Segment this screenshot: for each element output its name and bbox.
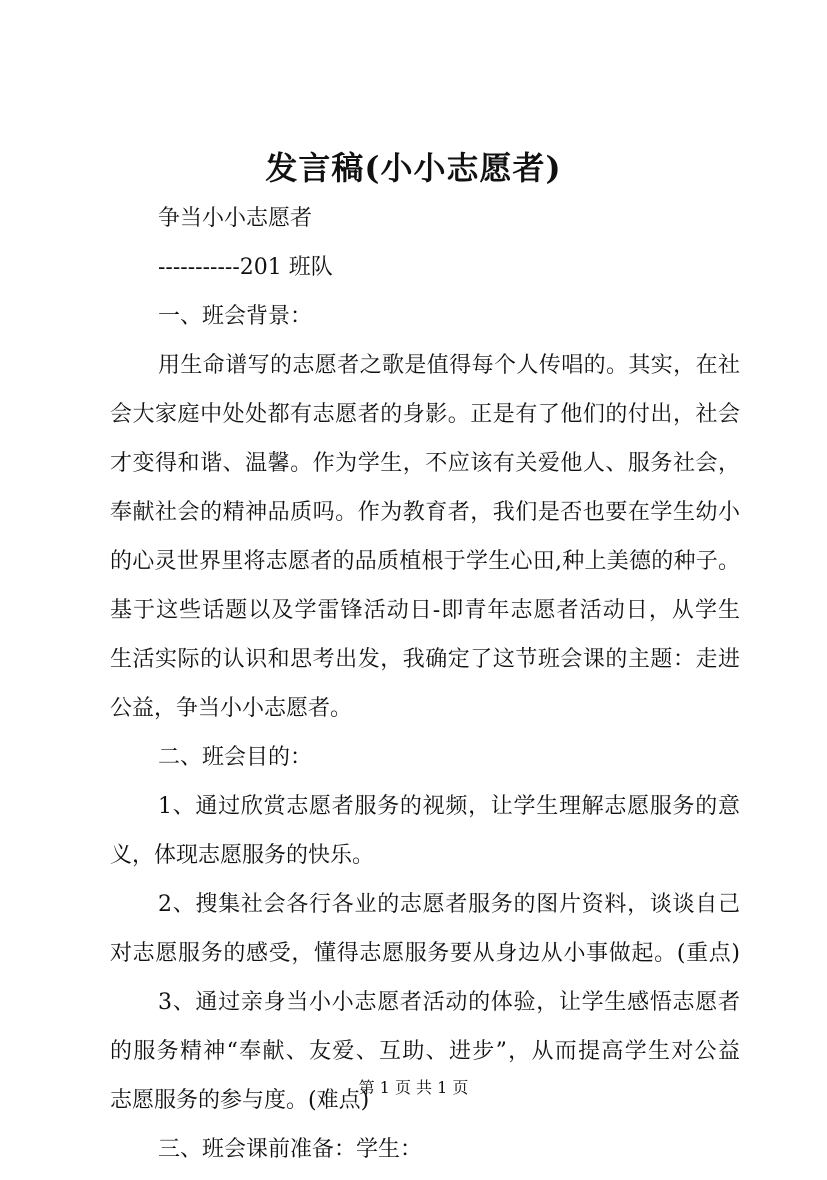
paragraph-line: 1、通过欣赏志愿者服务的视频，让学生理解志愿服务的意: [158, 794, 740, 819]
section-heading-background: 一、班会背景：: [158, 304, 313, 329]
paragraph-line: 公益，争当小小志愿者。: [110, 696, 353, 721]
paragraph-line: 基于这些话题以及学雷锋活动日-即青年志愿者活动日，从学生: [110, 598, 740, 623]
section-heading-preparation: 三、班会课前准备：学生：: [158, 1137, 423, 1162]
paragraph-line: 才变得和谐、温馨。作为学生，不应该有关爱他人、服务社会，: [110, 451, 740, 476]
paragraph-line: 3、通过亲身当小小志愿者活动的体验，让学生感悟志愿者: [158, 990, 740, 1015]
paragraph-line: 用生命谱写的志愿者之歌是值得每个人传唱的。其实，在社: [158, 353, 740, 378]
paragraph-line: 会大家庭中处处都有志愿者的身影。正是有了他们的付出，社会: [110, 402, 740, 427]
section-heading-goals: 二、班会目的：: [158, 745, 313, 770]
page-number-footer: 第 1 页 共 1 页: [358, 1078, 469, 1097]
paragraph-line: 志愿服务的参与度。(难点): [110, 1088, 370, 1113]
paragraph-line: 奉献社会的精神品质吗。作为教育者，我们是否也要在学生幼小: [110, 500, 740, 525]
subtitle: 争当小小志愿者: [158, 206, 313, 231]
class-label: -----------201 班队: [158, 255, 333, 280]
document-body: [110, 200, 740, 1180]
paragraph-line: 2、搜集社会各行各业的志愿者服务的图片资料，谈谈自己: [158, 892, 740, 917]
paragraph-line: 的心灵世界里将志愿者的品质植根于学生心田,种上美德的种子。: [110, 549, 740, 574]
paragraph-line: 对志愿服务的感受，懂得志愿服务要从身边从小事做起。(重点): [110, 941, 740, 966]
document-title: 发言稿(小小志愿者): [265, 149, 562, 187]
paragraph-line: 义，体现志愿服务的快乐。: [110, 843, 375, 868]
paragraph-line: 的服务精神“奉献、友爱、互助、进步”，从而提高学生对公益: [110, 1039, 740, 1064]
paragraph-line: 生活实际的认识和思考出发，我确定了这节班会课的主题：走进: [110, 647, 740, 672]
